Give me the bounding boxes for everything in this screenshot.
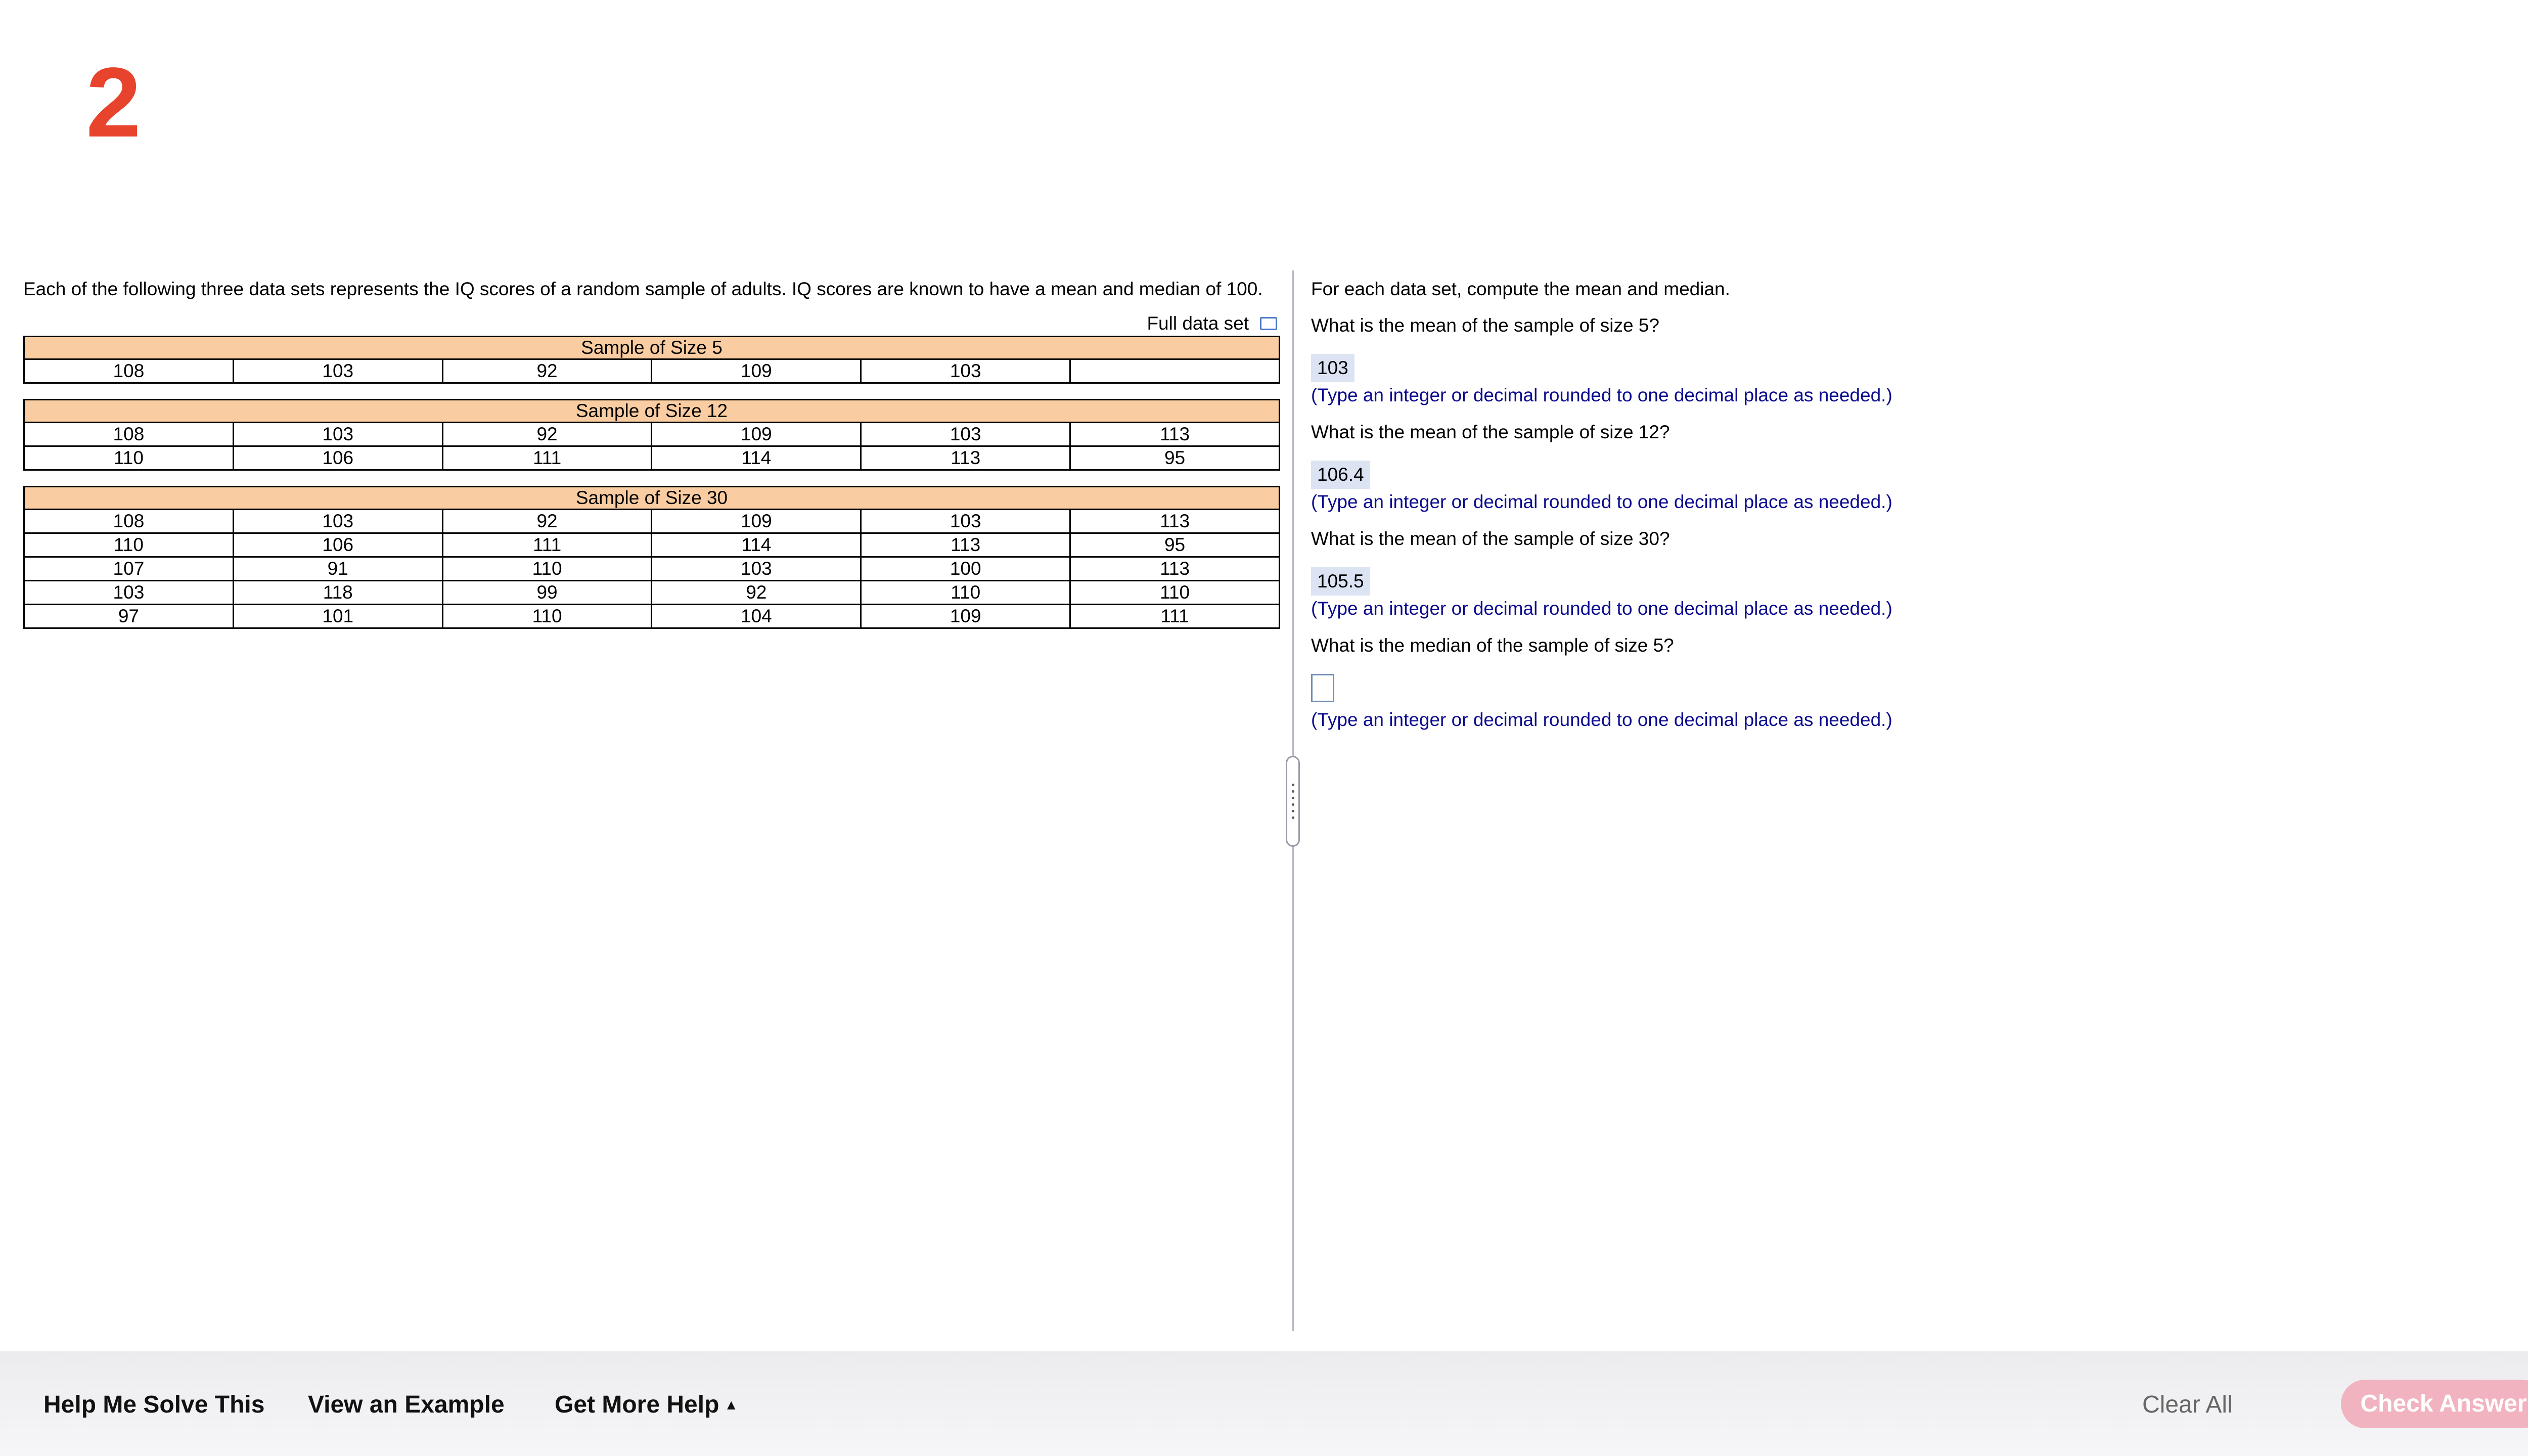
table-cell: 103 xyxy=(652,557,861,581)
table-title: Sample of Size 5 xyxy=(24,337,1280,359)
table-row xyxy=(24,605,1280,628)
question-mean-size-12: What is the mean of the sample of size 12? xyxy=(1311,422,1670,442)
answer-hint: (Type an integer or decimal rounded to one decimal place as needed.) xyxy=(1311,385,1892,405)
get-more-help-label[interactable]: Get More Help xyxy=(555,1391,719,1418)
data-table xyxy=(23,486,1280,629)
table-cell: 118 xyxy=(233,581,442,605)
table-cell: 92 xyxy=(652,581,861,605)
answer-hint: (Type an integer or decimal rounded to one decimal place as needed.) xyxy=(1311,598,1892,619)
table-cell: 97 xyxy=(24,605,234,628)
table-row xyxy=(24,359,1280,383)
table-row xyxy=(24,581,1280,605)
table-cell: 108 xyxy=(24,359,234,383)
answer-mean-size-5[interactable]: 103 xyxy=(1311,354,1355,382)
table-cell: 113 xyxy=(1070,557,1280,581)
table-cell: 110 xyxy=(24,446,234,470)
question-mean-size-5: What is the mean of the sample of size 5? xyxy=(1311,315,1659,336)
table-cell: 111 xyxy=(442,533,652,557)
pane-resize-handle[interactable] xyxy=(1286,756,1300,847)
table-cell: 104 xyxy=(652,605,861,628)
footer-toolbar xyxy=(0,1351,2528,1456)
table-cell xyxy=(1070,359,1280,383)
check-answer-button[interactable]: Check Answer xyxy=(2341,1380,2528,1428)
table-cell: 109 xyxy=(652,359,861,383)
table-cell: 99 xyxy=(442,581,652,605)
caret-up-icon: ▲ xyxy=(724,1397,739,1413)
table-cell: 92 xyxy=(442,423,652,446)
question-number: 2 xyxy=(86,47,142,158)
table-cell: 103 xyxy=(233,510,442,533)
right-pane xyxy=(1311,277,2524,732)
table-cell: 113 xyxy=(1070,423,1280,446)
table-cell: 109 xyxy=(861,605,1070,628)
table-cell: 103 xyxy=(861,423,1070,446)
table-cell: 103 xyxy=(233,423,442,446)
table-cell: 103 xyxy=(233,359,442,383)
table-cell: 101 xyxy=(233,605,442,628)
table-cell: 92 xyxy=(442,359,652,383)
table-cell: 92 xyxy=(442,510,652,533)
data-table xyxy=(23,399,1280,471)
question-mean-size-30: What is the mean of the sample of size 30? xyxy=(1311,528,1670,549)
table-cell: 106 xyxy=(233,446,442,470)
table-cell: 113 xyxy=(1070,510,1280,533)
full-data-set-label[interactable]: Full data set xyxy=(1147,313,1249,334)
table-cell: 114 xyxy=(652,446,861,470)
table-title: Sample of Size 12 xyxy=(24,400,1280,423)
table-cell: 100 xyxy=(861,557,1070,581)
table-cell: 106 xyxy=(233,533,442,557)
table-cell: 110 xyxy=(861,581,1070,605)
table-row xyxy=(24,446,1280,470)
table-cell: 103 xyxy=(861,510,1070,533)
answer-mean-size-30[interactable]: 105.5 xyxy=(1311,567,1370,596)
table-row xyxy=(24,557,1280,581)
table-title: Sample of Size 30 xyxy=(24,487,1280,510)
table-cell: 103 xyxy=(861,359,1070,383)
full-data-set-link[interactable] xyxy=(23,311,1280,336)
answer-hint: (Type an integer or decimal rounded to one decimal place as needed.) xyxy=(1311,491,1892,512)
table-cell: 110 xyxy=(1070,581,1280,605)
table-row xyxy=(24,533,1280,557)
table-cell: 110 xyxy=(24,533,234,557)
table-cell: 113 xyxy=(861,446,1070,470)
intro-text: Each of the following three data sets represents the IQ scores of a random sample of adults. IQ scores are known to have a mean and median of 100. xyxy=(23,279,1263,299)
table-cell: 110 xyxy=(442,605,652,628)
view-example-button[interactable]: View an Example xyxy=(308,1391,505,1418)
table-row xyxy=(24,423,1280,446)
table-cell: 109 xyxy=(652,510,861,533)
table-cell: 110 xyxy=(442,557,652,581)
data-set-icon[interactable] xyxy=(1260,317,1277,330)
table-cell: 109 xyxy=(652,423,861,446)
table-cell: 111 xyxy=(1070,605,1280,628)
table-cell: 108 xyxy=(24,510,234,533)
table-cell: 107 xyxy=(24,557,234,581)
table-cell: 91 xyxy=(233,557,442,581)
question-median-size-5: What is the median of the sample of size 5? xyxy=(1311,635,1674,656)
get-more-help-button[interactable] xyxy=(555,1391,738,1419)
table-cell: 103 xyxy=(24,581,234,605)
table-cell: 95 xyxy=(1070,446,1280,470)
clear-all-button[interactable]: Clear All xyxy=(2142,1391,2233,1418)
answer-mean-size-12[interactable]: 106.4 xyxy=(1311,461,1370,489)
table-cell: 111 xyxy=(442,446,652,470)
answer-hint: (Type an integer or decimal rounded to one decimal place as needed.) xyxy=(1311,709,1892,730)
table-cell: 114 xyxy=(652,533,861,557)
data-table xyxy=(23,336,1280,384)
left-pane xyxy=(23,277,1280,629)
table-cell: 113 xyxy=(861,533,1070,557)
help-me-solve-button[interactable]: Help Me Solve This xyxy=(43,1391,265,1418)
instruction-text: For each data set, compute the mean and median. xyxy=(1311,279,1730,299)
table-row xyxy=(24,510,1280,533)
table-cell: 108 xyxy=(24,423,234,446)
answer-median-size-5-input[interactable] xyxy=(1311,674,1334,702)
table-cell: 95 xyxy=(1070,533,1280,557)
